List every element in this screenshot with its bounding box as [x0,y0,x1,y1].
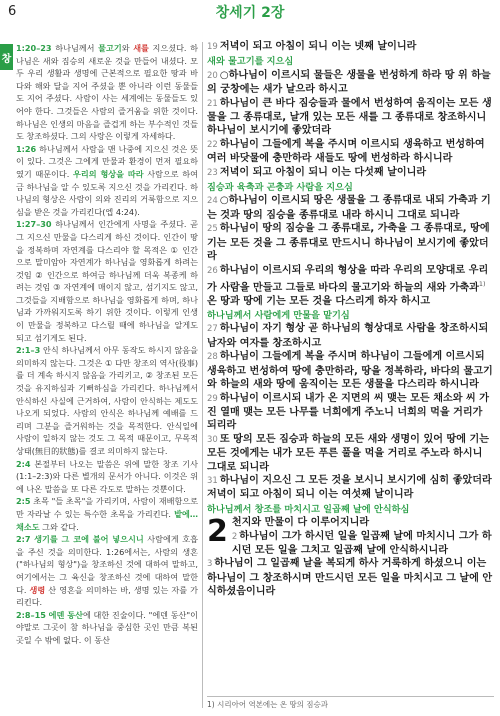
verse-text: 온 땅과 땅에 기는 모든 것을 다스리게 하자 하시고 [207,295,431,307]
note-text: 사람에게 호흡을 주신 것을 의미한다. 1:26에서는, 사람의 생혼("하나님의 형상")을 창조하신 것에 대하여 말하고, 여기에서는 그 육신을 창조하신 것에 대하여 말한다. [16,534,198,595]
verse-number: 22 [207,139,218,150]
note-text: 안식 하나님께서 아무 동작도 하시지 않음을 의미하지 않는다. 그것은 ① 다만 창조의 역사(役事)를 더 계속 하시지 않음을 가리키고, ② 창조된 모든 것을 유지하심과 기뻐하심을 가리킨다. 하나님께서 안식하신 사실에 근거하여, 사람이 안식하는 제도도 나오게 되었다. 사람의 안식은 하나님께 예배를 드리며 그분을 즐거워하는 것을 목적한다. 안식일에 사람이 일하지 않는 것도 그 목적 때문이고, 무목적 상태(無目的狀態)를 결코 의미하지 않는다. [16,345,198,456]
note-text: 하나님께서 인간에게 사명을 주셨다. 곧 그 지으신 만물을 다스리게 하신 것이다. 인간이 땅을 정복하며 자연계를 다스리야 할 목적은 ① 인간으로 말미암아 자연계가 하나님을 영화롭게 하려는 것임 ② 인간으로 하여금 하나님께 더욱 복종케 하려는 것임 ③ 자연계에 매이지 않고, 섬기지도 않고, 그것들을 지배함으로 하나님을 영화롭게 하며, 하나님과 가까워지도록 하기 위한 것이다. 이렇게 인생이 만물을 정복하고 다스릴 때에 하나님을 알게도 되고 섬기게도 된다. [16,219,198,343]
verse-number: 30 [207,434,218,445]
verse [207,138,495,166]
verse [207,392,495,433]
footnote-marker: 1) [478,279,486,288]
note-text: 하나님께서 사람을 맨 나중에 지으신 것은 뜻이 있다. 그것은 그에게 만물과 환경이 먼저 필요하였기 때문이다. [16,143,198,179]
commentary-note [16,143,198,219]
note-highlight: 우리의 형상을 따라 [73,168,144,179]
verse-text: 천지와 만물이 다 이루어지니라 [231,517,370,529]
verse-text: 저녁이 되고 아침이 되니 이는 다섯째 날이니라 [219,166,427,178]
verse-text: 하나님이 지으신 그 모든 것을 보시니 보시기에 심히 좋았더라 저녁이 되고 아침이 되니 이는 여섯째 날이니라 [207,474,492,501]
verse-text: 저녁이 되고 아침이 되니 이는 넷째 날이니라 [219,41,417,52]
verse [207,97,495,138]
commentary-note [16,218,198,344]
commentary-note [16,42,198,143]
page-number: 6 [8,4,17,19]
verse [207,166,495,180]
verse-number: 31 [207,475,218,486]
verse-text: ○하나님이 이르시되 땅은 생물을 그 종류대로 내되 가축과 기는 것과 땅의 짐승을 종류대로 내라 하시니 그대로 되니라 [207,195,491,221]
note-highlight: 생기를 그 코에 불어 넣으시니 [34,534,144,545]
commentary-note [16,533,198,609]
verse-text: 하나님이 자기 형상 곧 하나님의 형상대로 사람을 창조하시되 남자와 여자를 창조하시고 [207,323,489,349]
note-text: 하나님께서 [55,43,99,53]
commentary-note [16,609,198,647]
verse-text: 하나님이 땅의 짐승을 그 종류대로, 가축을 그 종류대로, 땅에 기는 모든 것을 그 종류대로 만드시니 하나님이 보시기에 좋았더라 [207,223,490,263]
verse-text: 하나님이 그 일곱째 날을 복되게 하사 거룩하게 하셨으니 이는 하나님이 그 창조하시며 만드시던 모든 일을 마치시고 그 날에 안식하셨음이니라 [207,558,493,598]
verse [207,530,495,558]
scripture-column [207,40,495,716]
note-highlight: 밭에…채소도 [16,508,198,532]
verse-number: 28 [207,352,218,363]
verse-number: 26 [207,265,218,276]
commentary-note [16,344,198,457]
section-heading: 짐승과 육축과 곤충과 사람을 지으심 [207,182,353,194]
note-ref: 2:7 [16,534,31,545]
commentary-note [16,495,198,533]
commentary-note [16,458,198,496]
verse-number: 23 [207,167,218,178]
verse [207,322,495,350]
verse-number: 19 [207,42,218,52]
note-text: 에 대한 진술이다. "에덴 동산"이야말로 그곳이 참 하나님을 중심한 곳인 만큼 복된 곳일 수 밖에 없다. 이 동산 [16,609,198,645]
verse-text: ○하나님이 이르시되 물들은 생물을 번성하게 하라 땅 위 하늘의 궁창에는 새가 날으라 하시고 [207,69,491,96]
chapter-title: 창세기 2장 [215,5,285,21]
section-heading: 하나님께서 사람에게 만물을 맡기심 [207,310,350,322]
note-ref: 1:26 [16,143,37,154]
verse-text: 하나님이 그가 하시던 일을 일곱째 날에 마치시니 그가 하시던 모든 일을 그치고 일곱째 날에 안식하시니라 [231,530,492,556]
verse-number: 21 [207,98,218,109]
note-ref: 2:1–3 [16,345,41,356]
note-text: 초목 "들 초목"을 가리키며, 사람이 재배함으로만 자라날 수 있는 특수한 초목을 가리킨다. [16,496,198,519]
note-text: 와 [121,43,134,53]
column-divider [202,42,203,708]
note-ref: 2:5 [16,496,31,507]
note-ref: 2:8–15 [16,609,46,620]
note-text: 사람으로 하여금 하나님을 알 수 있도록 지으신 것을 가리킨다. 하나님의 형상은 사람이 의와 진리의 거룩함으로 지으심을 받은 것을 가리킨다(엡 4:24). [16,168,198,217]
note-text: 지으셨다. 하나님은 새와 짐승의 새로운 것을 만들어 내셨다. 모두 우리 생활과 생명에 근본적으로 필요한 땅과 바다와 해와 달을 지어 주셨을 뿐 아니라 이런 동물들도 지어 주셨다. 사람이 사는 세계에는 동물들도 있어야 한다. 그것들은 사람의 즐거움을 위한 것이다. 하나님은 인생의 마음을 즐겁게 하는 부수적인 것들도 창조하셨다. 그의 사랑은 이렇게 자세하다. [16,43,198,142]
note-highlight: 물고기 [98,43,122,53]
note-highlight: 에덴 동산 [48,609,83,620]
verse-number: 27 [207,324,218,335]
note-highlight: 새를 [133,43,149,53]
verse-text: 하나님이 그들에게 복을 주시며 하나님이 그들에게 이르시되 생육하고 번성하여 땅에 충만하라, 땅을 정복하라, 바다의 물고기와 하늘의 새와 땅에 움직이는 모든 생물을 다스리라 하시니라 [207,351,493,391]
verse-number: 29 [207,393,218,404]
commentary-column [16,42,198,716]
verse [207,194,495,222]
book-tab[interactable]: 창 [0,44,13,70]
verse-number: 3 [207,559,213,570]
section-heading: 새와 물고기를 지으심 [207,56,294,68]
verse-number: 20 [207,70,218,81]
footnote: 1) 시리아어 역본에는 온 땅의 짐승과 [207,696,494,710]
verse [207,264,495,309]
verse-number: 25 [207,224,218,235]
verse-text: 하나님이 이르시되 내가 온 지면의 씨 맺는 모든 채소와 씨 가진 열매 맺는 모든 나무를 너희에게 주노니 너희의 먹을 거리가 되리라 [207,392,489,432]
note-ref: 1:20–23 [16,43,52,53]
note-ref: 1:27–30 [16,219,52,230]
verse-number: 24 [207,196,218,207]
note-text: 산 영혼을 의미하는 바, 생명 있는 자를 가리킨다. [16,584,198,608]
verse-text: 하나님이 이르시되 우리의 형상을 따라 우리의 모양대로 우리가 사람을 만들고 그들로 바다의 물고기와 하늘의 새와 가축과 [207,264,489,294]
section-heading: 하나님께서 창조를 마치시고 일곱째 날에 안식하심 [207,503,410,515]
verse-text: 하나님이 그들에게 복을 주시며 이르시되 생육하고 번성하여 여러 바닷물에 충만하라 새들도 땅에 번성하라 하시니라 [207,138,485,165]
verse-text: 하나님이 큰 바다 짐승들과 물에서 번성하여 움직이는 모든 생물을 그 종류대로, 날개 있는 모든 새를 그 종류대로 창조하시니 하나님이 보시기에 좋았더라 [207,97,492,137]
chapter-number: 2 [207,514,228,550]
note-text: 본절부터 나오는 말씀은 위에 말한 창조 기사(1:1–2:3)와 다른 별개의 문서가 아니다. 이것은 위에 나온 말씀을 또 다른 각도로 말하는 것뿐이다. [16,458,198,494]
verse [207,433,495,474]
verse-number: 2 [231,531,238,542]
verse-text: 또 땅의 모든 짐승과 하늘의 모든 새와 생명이 있어 땅에 기는 모든 것에게는 내가 모든 푸른 풀을 먹을 거리로 주노라 하시니 그대로 되니라 [207,433,489,473]
verse [207,557,495,598]
verse [207,40,495,54]
note-ref: 2:4 [16,458,31,469]
verse [207,69,495,97]
note-text: 그와 같다. [39,521,79,532]
verse [207,350,495,391]
verse [207,474,495,502]
note-highlight: 생령 [29,584,46,595]
verse [207,222,495,263]
